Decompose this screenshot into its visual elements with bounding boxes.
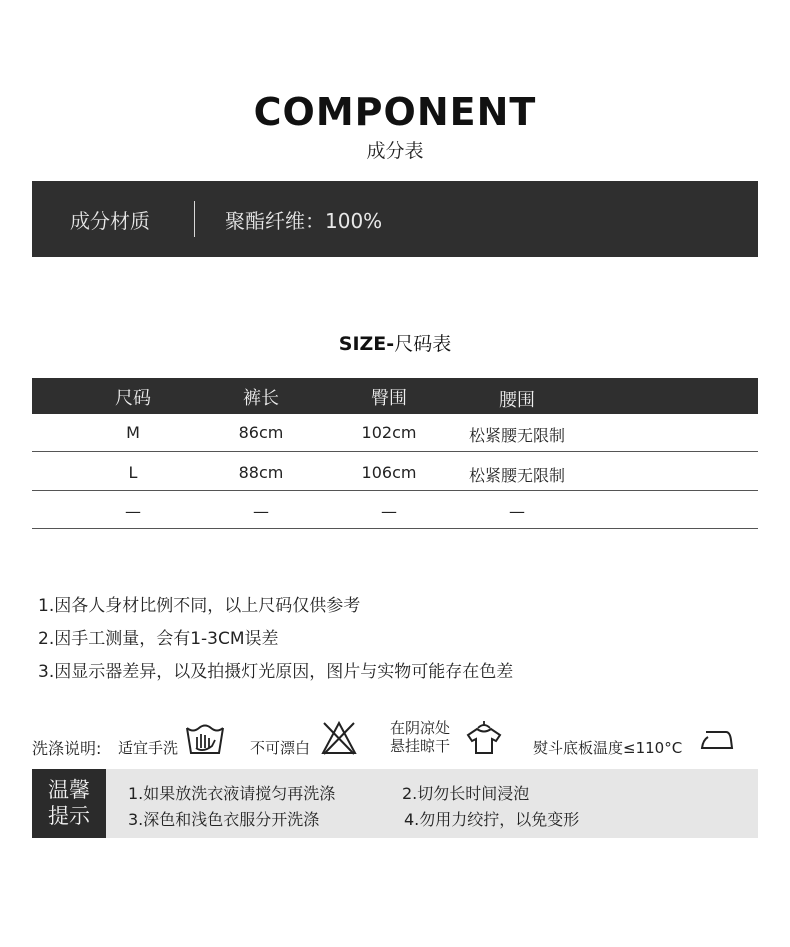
size-section-title xyxy=(0,329,790,356)
composition-value: 聚酯纤维：100% xyxy=(225,209,383,233)
table-cell: 86cm xyxy=(238,423,284,442)
care-instructions xyxy=(32,716,758,766)
no-bleach-text: 不可漂白 xyxy=(250,739,311,757)
header-waist: 腰围 xyxy=(499,390,535,411)
tip-item: 2.切勿长时间浸泡 xyxy=(402,784,530,803)
shade-dry-text-2: 悬挂晾干 xyxy=(390,737,451,755)
table-cell: — xyxy=(253,502,269,521)
size-notes xyxy=(38,590,513,689)
size-title-bold: SIZE- xyxy=(338,333,395,355)
hand-wash-icon xyxy=(184,720,226,756)
tip-item: 3.深色和浅色衣服分开洗涤 xyxy=(128,810,320,829)
no-bleach-icon xyxy=(321,720,357,756)
tips-heading-line: 温馨 xyxy=(48,778,90,802)
shade-dry-text-1: 在阴凉处 xyxy=(390,719,451,737)
table-cell: 松紧腰无限制 xyxy=(468,466,565,485)
header-length: 裤长 xyxy=(243,388,279,409)
table-cell: 88cm xyxy=(238,463,284,482)
header-size: 尺码 xyxy=(115,388,151,409)
hang-dry-icon xyxy=(464,718,504,756)
care-label: 洗涤说明: xyxy=(32,739,102,758)
note-line: 3.因显示器差异，以及拍摄灯光原因，图片与实物可能存在色差 xyxy=(38,662,514,682)
tip-item: 4.勿用力绞拧，以免变形 xyxy=(404,810,580,829)
table-cell: — xyxy=(125,502,141,521)
table-row xyxy=(32,452,758,491)
page-title: COMPONENT xyxy=(253,90,537,134)
table-cell: 102cm xyxy=(361,423,417,442)
composition-bar xyxy=(32,181,758,257)
hand-wash-text: 适宜手洗 xyxy=(118,739,179,757)
table-cell: — xyxy=(509,502,525,521)
note-line: 2.因手工测量，会有1-3CM误差 xyxy=(38,629,279,649)
iron-icon xyxy=(700,728,734,752)
note-line: 1.因各人身材比例不同，以上尺码仅供参考 xyxy=(38,596,361,616)
size-title-rest: 尺码表 xyxy=(394,333,452,355)
tip-item: 1.如果放洗衣液请搅匀再洗涤 xyxy=(128,784,336,803)
table-cell: M xyxy=(126,423,140,442)
table-cell: L xyxy=(128,463,138,482)
iron-text: 熨斗底板温度≤110°C xyxy=(533,739,683,757)
table-row xyxy=(32,414,758,452)
tips-heading xyxy=(32,769,106,838)
table-cell: 松紧腰无限制 xyxy=(468,426,565,445)
size-table-header xyxy=(32,378,758,414)
table-row xyxy=(32,491,758,529)
table-cell: — xyxy=(381,502,397,521)
page-subtitle: 成分表 xyxy=(366,140,424,162)
header-hip: 臀围 xyxy=(371,388,407,409)
composition-divider xyxy=(194,201,195,237)
tips-bar xyxy=(32,769,758,838)
size-table xyxy=(32,378,758,529)
tips-heading-line: 提示 xyxy=(48,804,90,828)
composition-label: 成分材质 xyxy=(70,209,150,233)
table-cell: 106cm xyxy=(361,463,417,482)
